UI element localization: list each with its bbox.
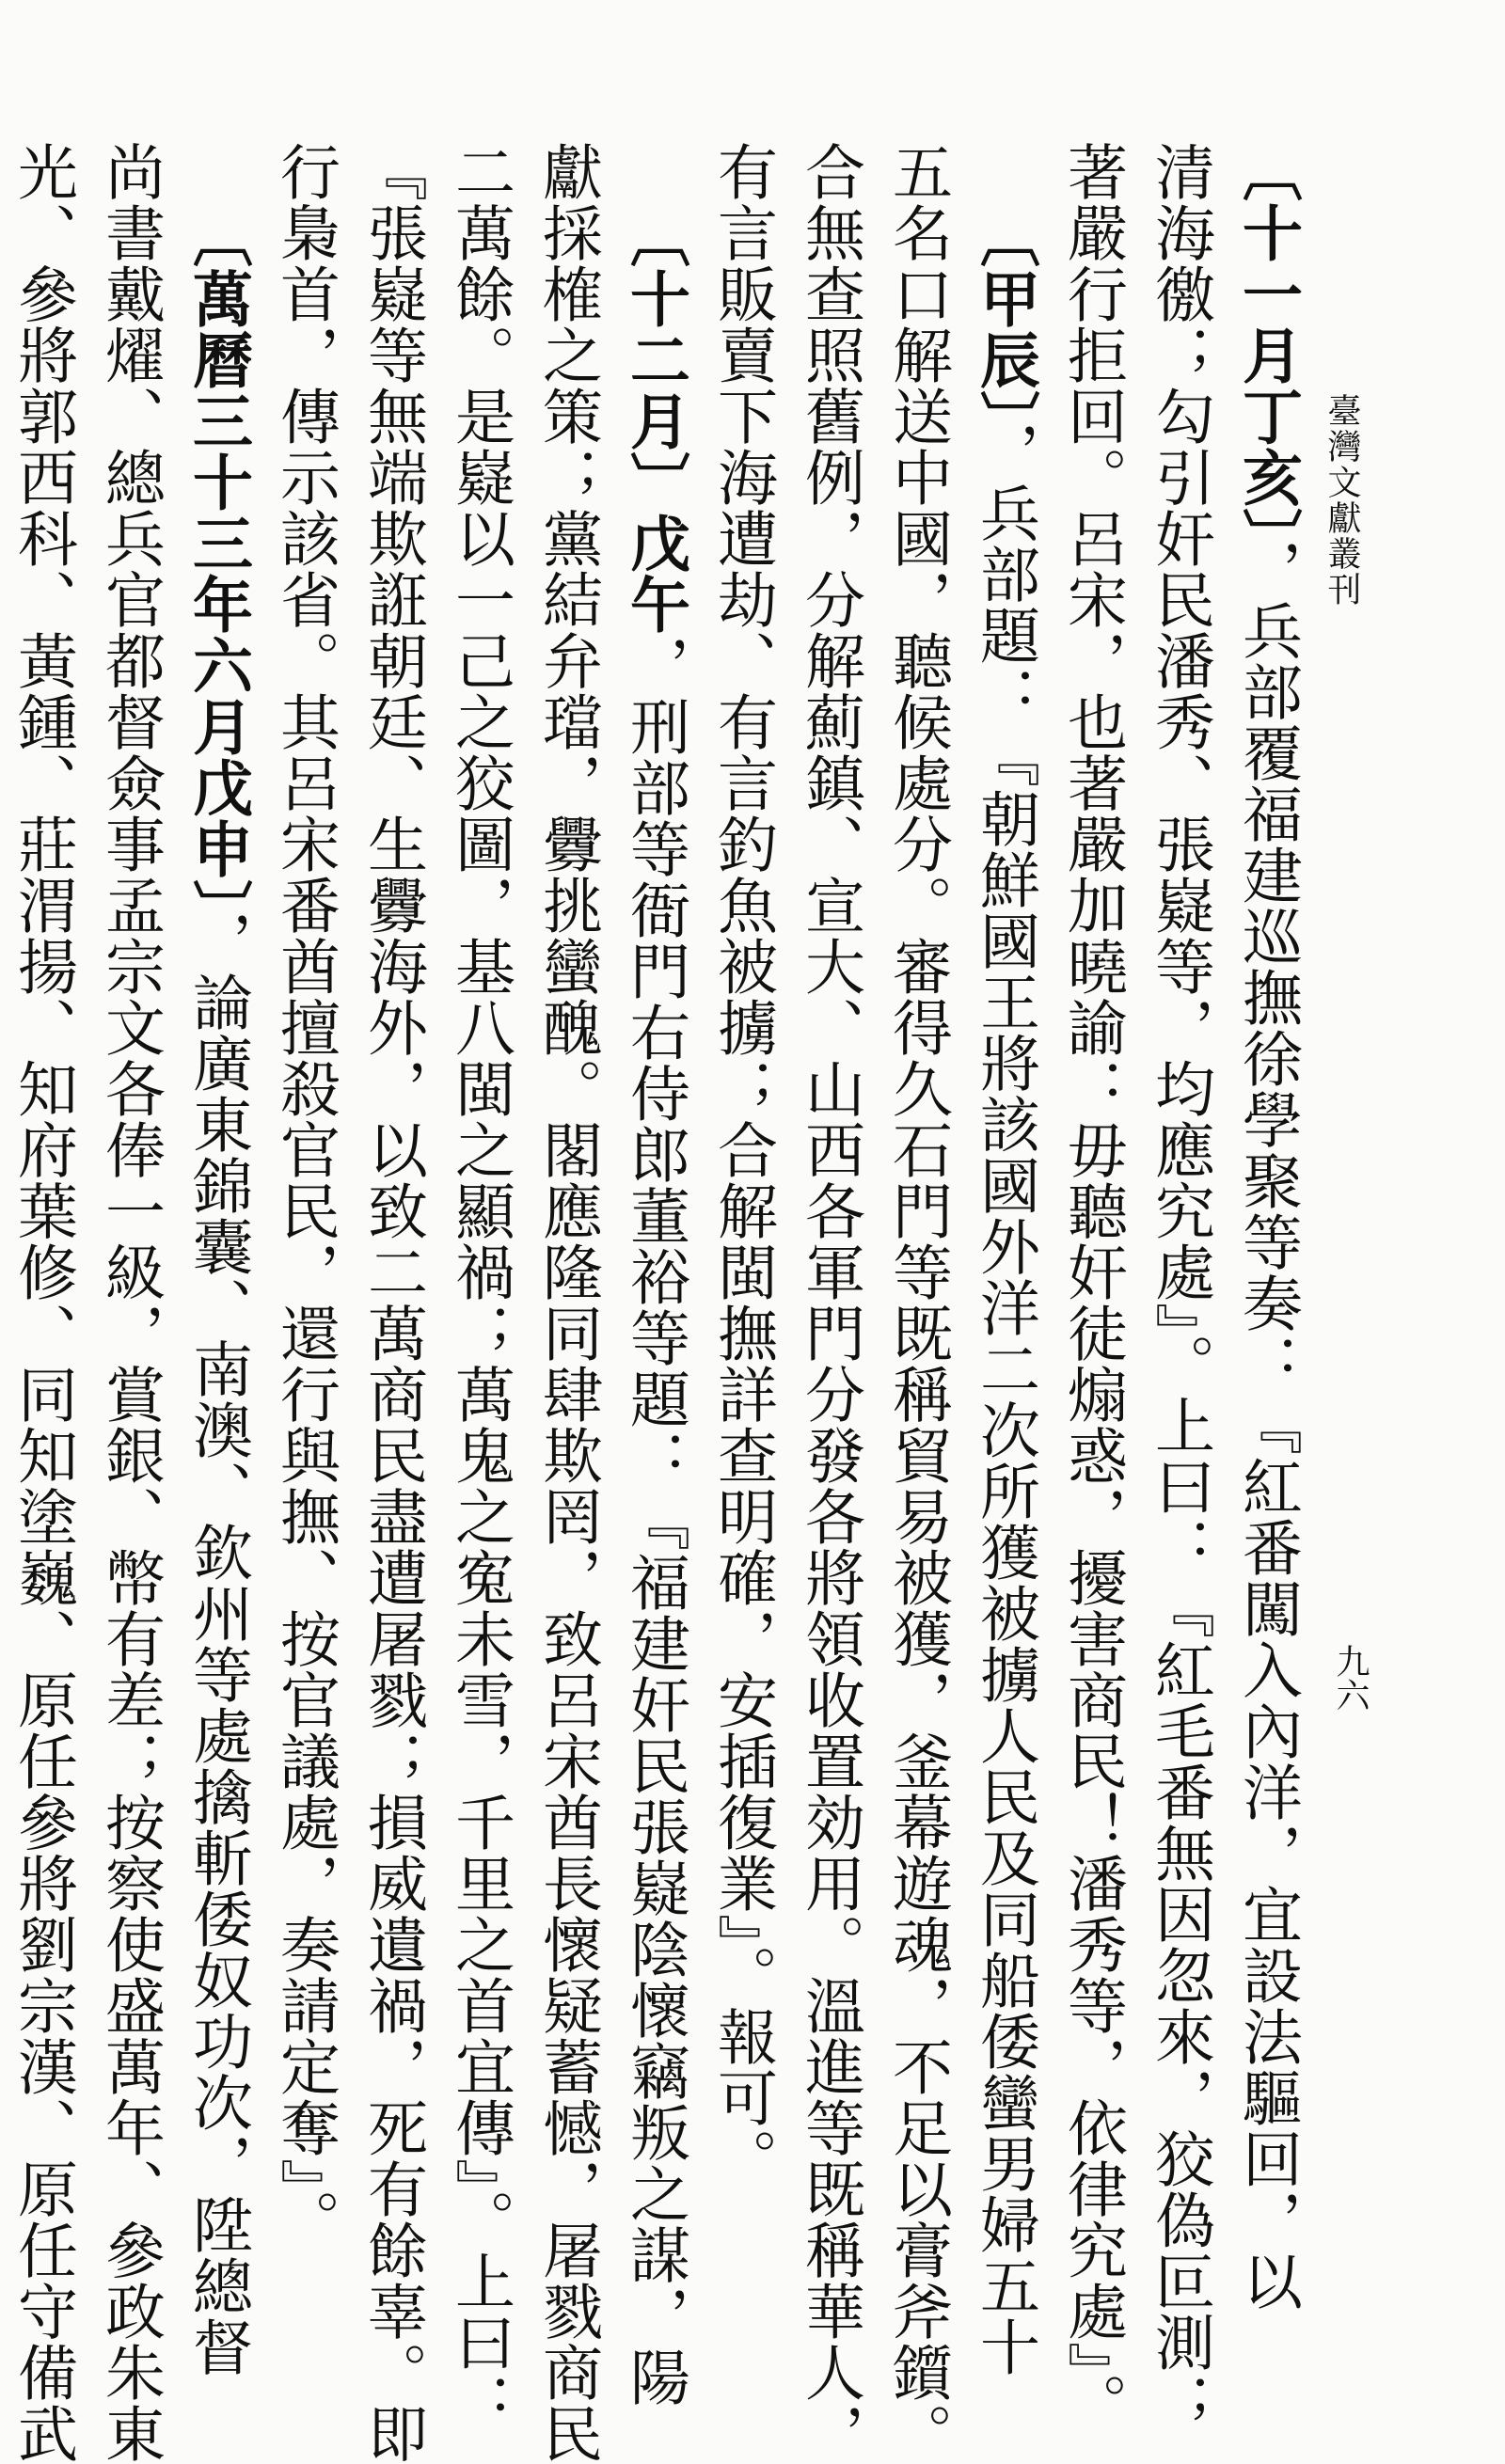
- text-column: [182, 141, 253, 2377]
- text-column: [619, 141, 690, 2408]
- text-run: 二萬餘。是嶷以一己之狡圖，基八閩之顯禍；萬鬼之寃未雪，千里之首宜傳』。上曰：: [445, 141, 515, 2434]
- date-heading: 〔十一月丁亥〕: [1232, 141, 1303, 539]
- body-text: [8, 141, 1303, 2464]
- text-run: 著嚴行拒回。呂宋，也著嚴加曉諭：毋聽奸徒煽惑，擾害商民！潘秀等，依律究處』。: [1057, 141, 1127, 2434]
- text-run: 『張嶷等無端欺誑朝廷、生釁海外，以致二萬商民盡遭屠戮；損威遺禍，死有餘辜。即: [357, 141, 427, 2464]
- text-run: ，刑部等衙門右侍郎董裕等題：『福建奸民張嶷陰懷竊叛之謀，陽: [620, 635, 689, 2408]
- text-column: [356, 141, 428, 2464]
- text-run: 光、參將郭西科、黃鍾、莊渭揚、知府葉修、同知塗巍、原任參將劉宗漢、原任守備武: [8, 141, 77, 2464]
- text-run: 行梟首，傳示該省。其呂宋番酋擅殺官民，還行與撫、按官議處，奏請定奪』。: [270, 141, 340, 2251]
- text-run: 合無查照舊例，分解薊鎮、宣大、山西各軍門分發各將領收置効用。溫進等既稱華人，: [795, 141, 864, 2464]
- text-run: 獻採榷之策；黨結弁璫，釁挑蠻醜。閣應隆同肆欺罔，致呂宋酋長懷疑蓄憾，屠戮商民: [532, 141, 602, 2464]
- text-run: 五名口解送中國，聽候處分。審得久石門等既稱貿易被獲，釜幕遊魂，不足以膏斧鑕。: [882, 141, 952, 2464]
- text-run: ，兵部題：『朝鮮國王將該國外洋二次所獲被擄人民及同船倭蠻男婦五十: [970, 421, 1039, 2377]
- text-column: [881, 141, 953, 2464]
- text-run: 清海徼；勾引奸民潘秀、張嶷等，均應究處』。上曰：『紅毛番無因忽來，狡偽叵測；: [1145, 141, 1214, 2434]
- text-column: [1144, 141, 1215, 2434]
- running-header: 臺灣文獻叢刊: [1323, 393, 1361, 608]
- text-column: [7, 141, 78, 2464]
- text-column: [794, 141, 865, 2464]
- text-run: 有言販賣下海遭劫、有言釣魚被擄；合解閩撫詳查明確，安插復業』。報可。: [707, 141, 777, 2189]
- text-column: [1231, 141, 1303, 2312]
- date-heading: 〔十二月〕戊午: [620, 207, 690, 635]
- text-run: 尚書戴燿、總兵官都督僉事孟宗文各俸一級，賞銀、幣有差；按察使盛萬年、參政朱東: [95, 141, 165, 2464]
- date-heading: 〔甲辰〕: [970, 207, 1040, 421]
- date-heading: 〔萬曆三十三年六月戊申〕: [182, 207, 253, 910]
- text-column: [1056, 141, 1128, 2434]
- text-column: [969, 141, 1040, 2377]
- text-column: [706, 141, 778, 2189]
- text-run: ，兵部覆福建巡撫徐學聚等奏：『紅番闖入內洋，宜設法驅回，以: [1232, 539, 1302, 2312]
- text-column: [444, 141, 515, 2434]
- page-number: 九六: [1331, 1644, 1370, 1712]
- text-column: [94, 141, 166, 2464]
- text-column: [269, 141, 341, 2251]
- text-column: [531, 141, 603, 2464]
- text-run: ，論廣東錦囊、南澳、欽州等處擒斬倭奴功次，陞總督: [182, 910, 252, 2377]
